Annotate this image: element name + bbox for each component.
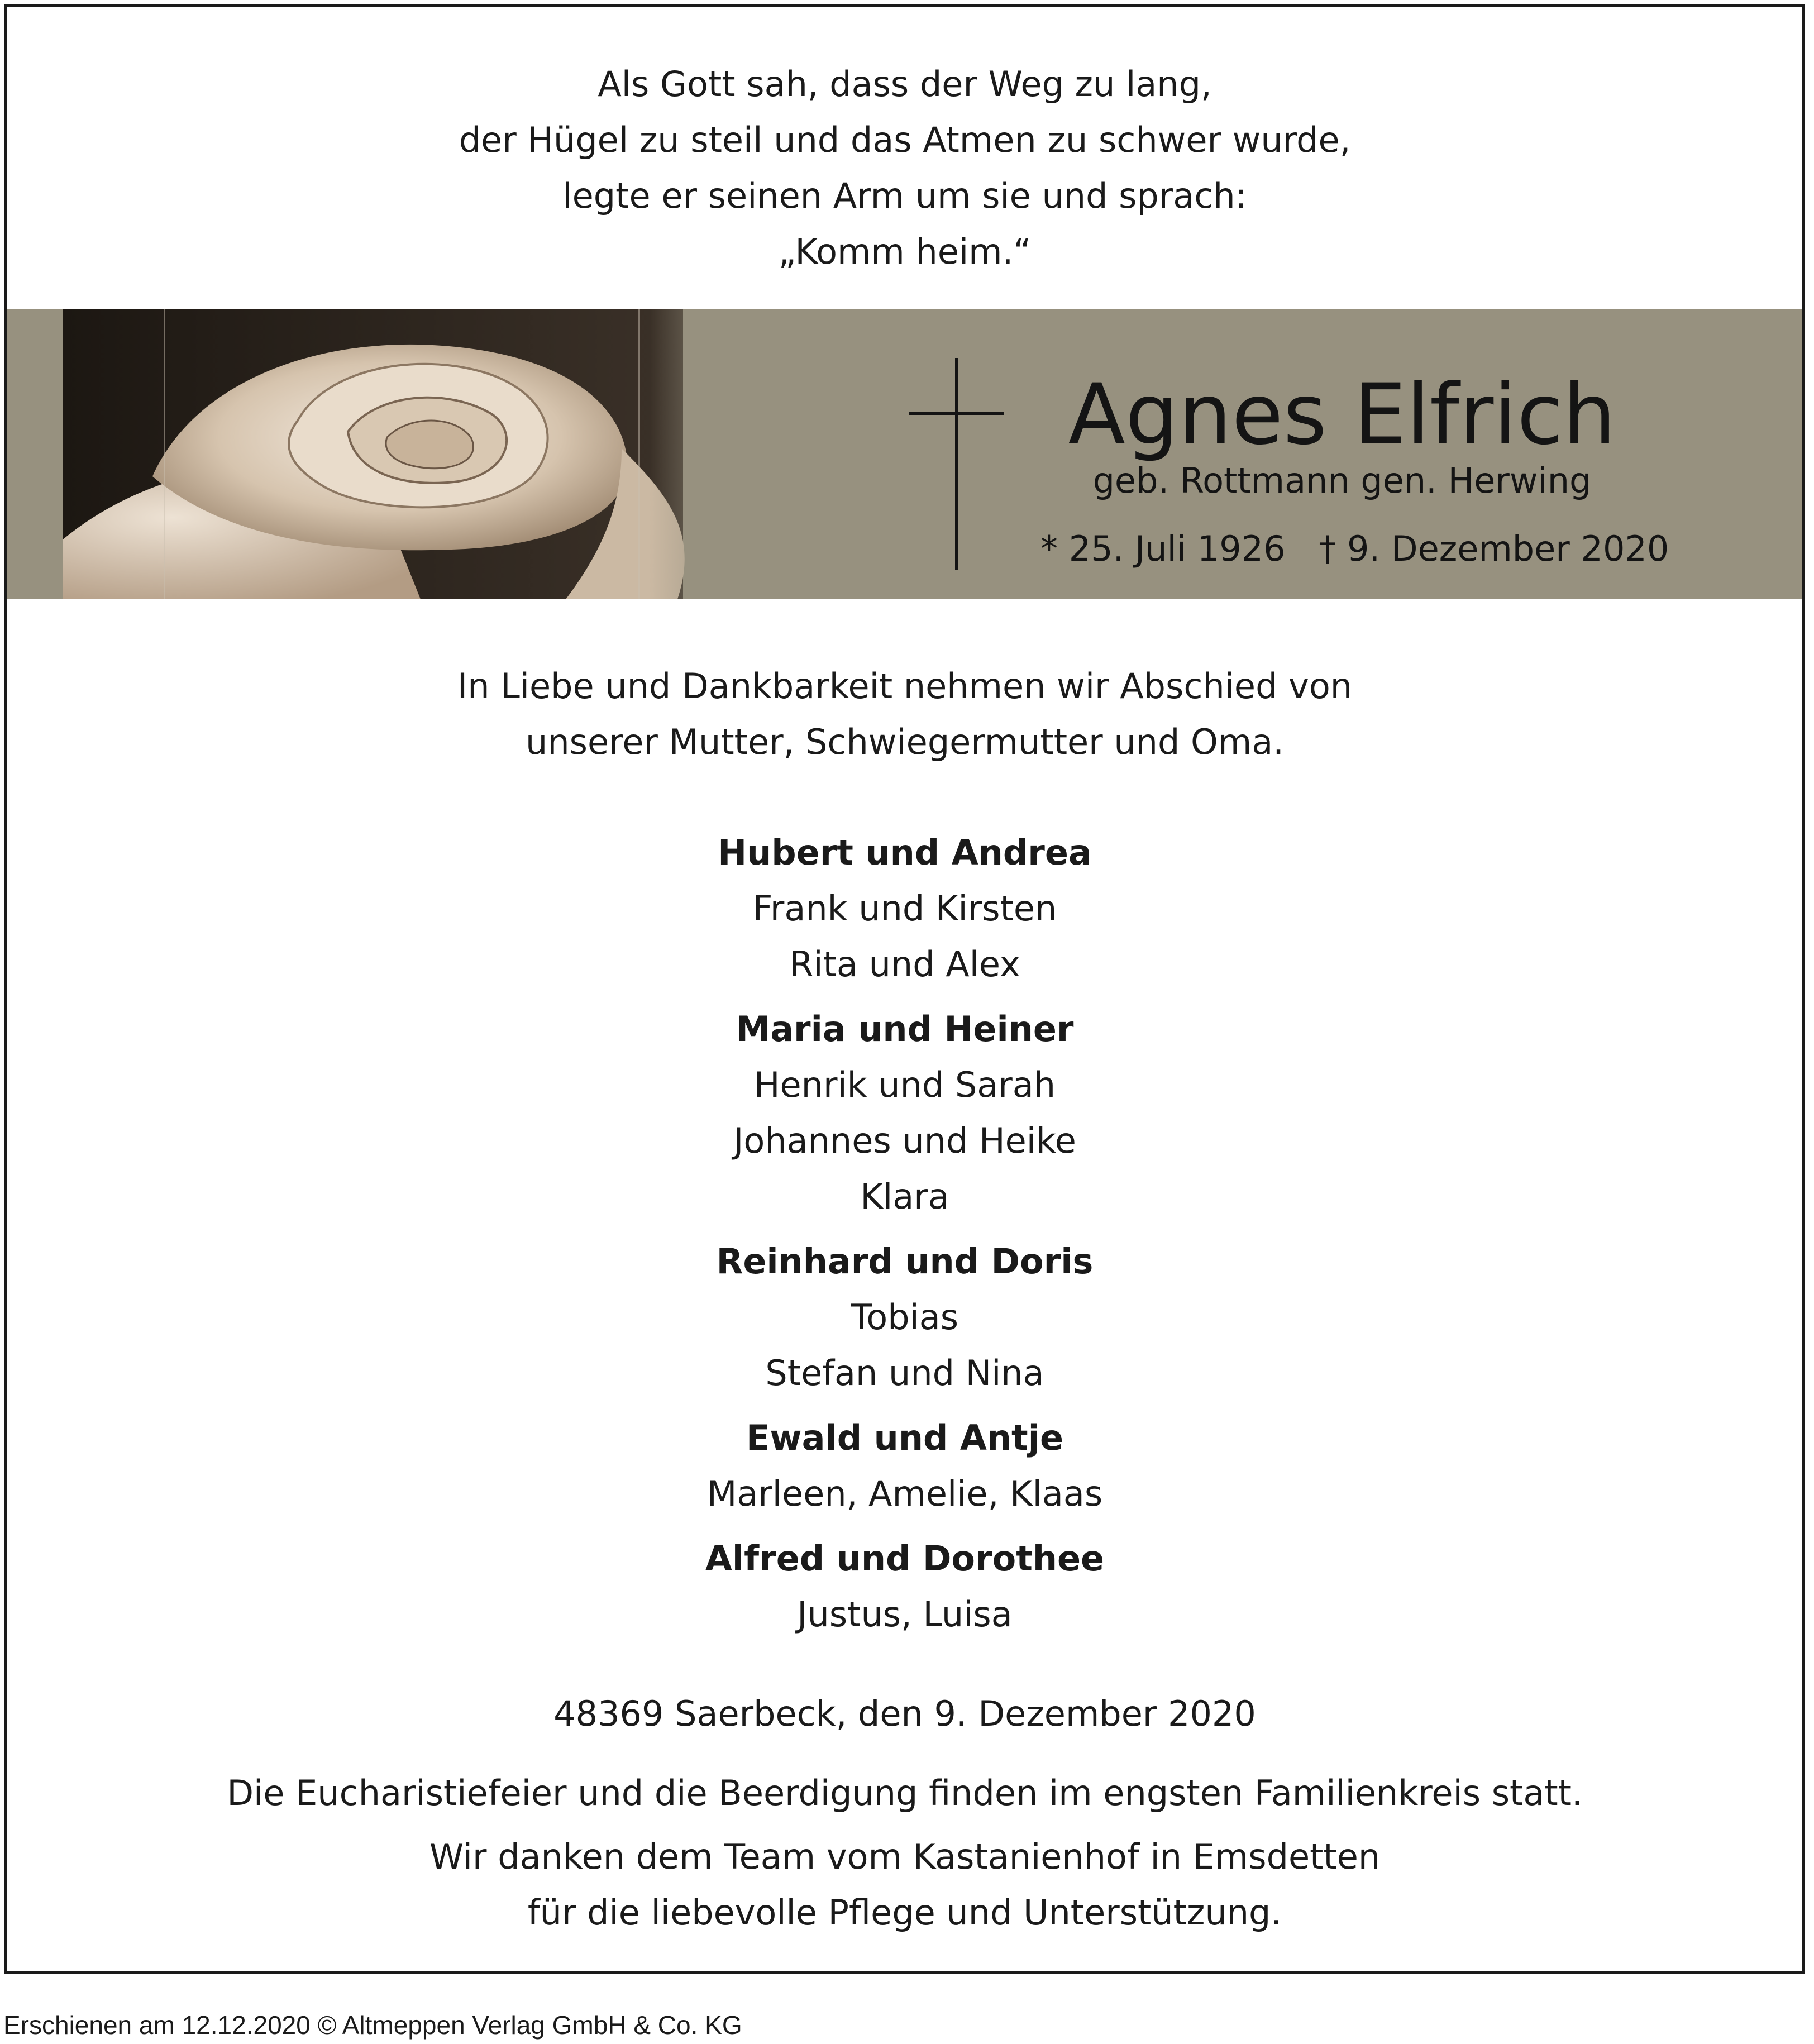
family-group [7, 825, 1802, 992]
family-list [7, 825, 1802, 1651]
family-member: Henrik und Sarah [753, 1064, 1056, 1105]
family-group [7, 1234, 1802, 1401]
family-group [7, 1001, 1802, 1225]
family-member: Stefan und Nina [765, 1353, 1044, 1393]
family-head: Ewald und Antje [746, 1417, 1063, 1458]
service-note [7, 1765, 1802, 1821]
family-head: Maria und Heiner [736, 1009, 1074, 1049]
family-member: Marleen, Amelie, Klaas [706, 1473, 1103, 1514]
place-date-text: 48369 Saerbeck, den 9. Dezember 2020 [553, 1693, 1256, 1734]
maiden-name: geb. Rottmann gen. Herwing [1092, 460, 1592, 501]
deceased-name: Agnes Elfrich [1068, 366, 1616, 464]
poem-line: der Hügel zu steil und das Atmen zu schwer wurde, [459, 120, 1351, 160]
birth-date: * 25. Juli 1926 [1040, 528, 1286, 569]
obituary-notice [4, 4, 1805, 1974]
place-date [7, 1686, 1802, 1742]
family-group [7, 1531, 1802, 1642]
family-member: Frank und Kirsten [752, 888, 1057, 929]
family-head: Reinhard und Doris [716, 1241, 1094, 1282]
service-note-text: Die Eucharistiefeier und die Beerdigung finden im engsten Familienkreis statt. [227, 1773, 1583, 1813]
name-banner [7, 309, 1802, 599]
farewell-line: unserer Mutter, Schwiegermutter und Oma. [526, 722, 1284, 762]
farewell-text [7, 658, 1802, 770]
life-dates [1029, 527, 1669, 571]
thanks-line: für die liebevolle Pflege und Unterstützung. [527, 1892, 1282, 1933]
family-group [7, 1410, 1802, 1522]
farewell-line: In Liebe und Dankbarkeit nehmen wir Abschied von [457, 666, 1353, 706]
thanks-note [7, 1829, 1802, 1941]
family-member: Tobias [851, 1297, 959, 1338]
family-member: Klara [860, 1176, 949, 1217]
family-head: Alfred und Dorothee [705, 1538, 1105, 1579]
family-member: Rita und Alex [789, 944, 1020, 985]
family-head: Hubert und Andrea [718, 832, 1092, 873]
rose-photo [63, 309, 744, 599]
thanks-line: Wir danken dem Team vom Kastanienhof in Emsdetten [429, 1836, 1381, 1877]
family-member: Justus, Luisa [797, 1594, 1013, 1635]
poem [7, 56, 1802, 280]
publication-footer: Erschienen am 12.12.2020 © Altmeppen Verlag GmbH & Co. KG [3, 2010, 742, 2040]
cross-icon [909, 358, 1004, 570]
family-member: Johannes und Heike [733, 1120, 1076, 1161]
poem-line: „Komm heim.“ [778, 231, 1032, 272]
death-date: † 9. Dezember 2020 [1319, 528, 1669, 569]
poem-line: Als Gott sah, dass der Weg zu lang, [598, 64, 1212, 104]
poem-line: legte er seinen Arm um sie und sprach: [562, 175, 1247, 216]
